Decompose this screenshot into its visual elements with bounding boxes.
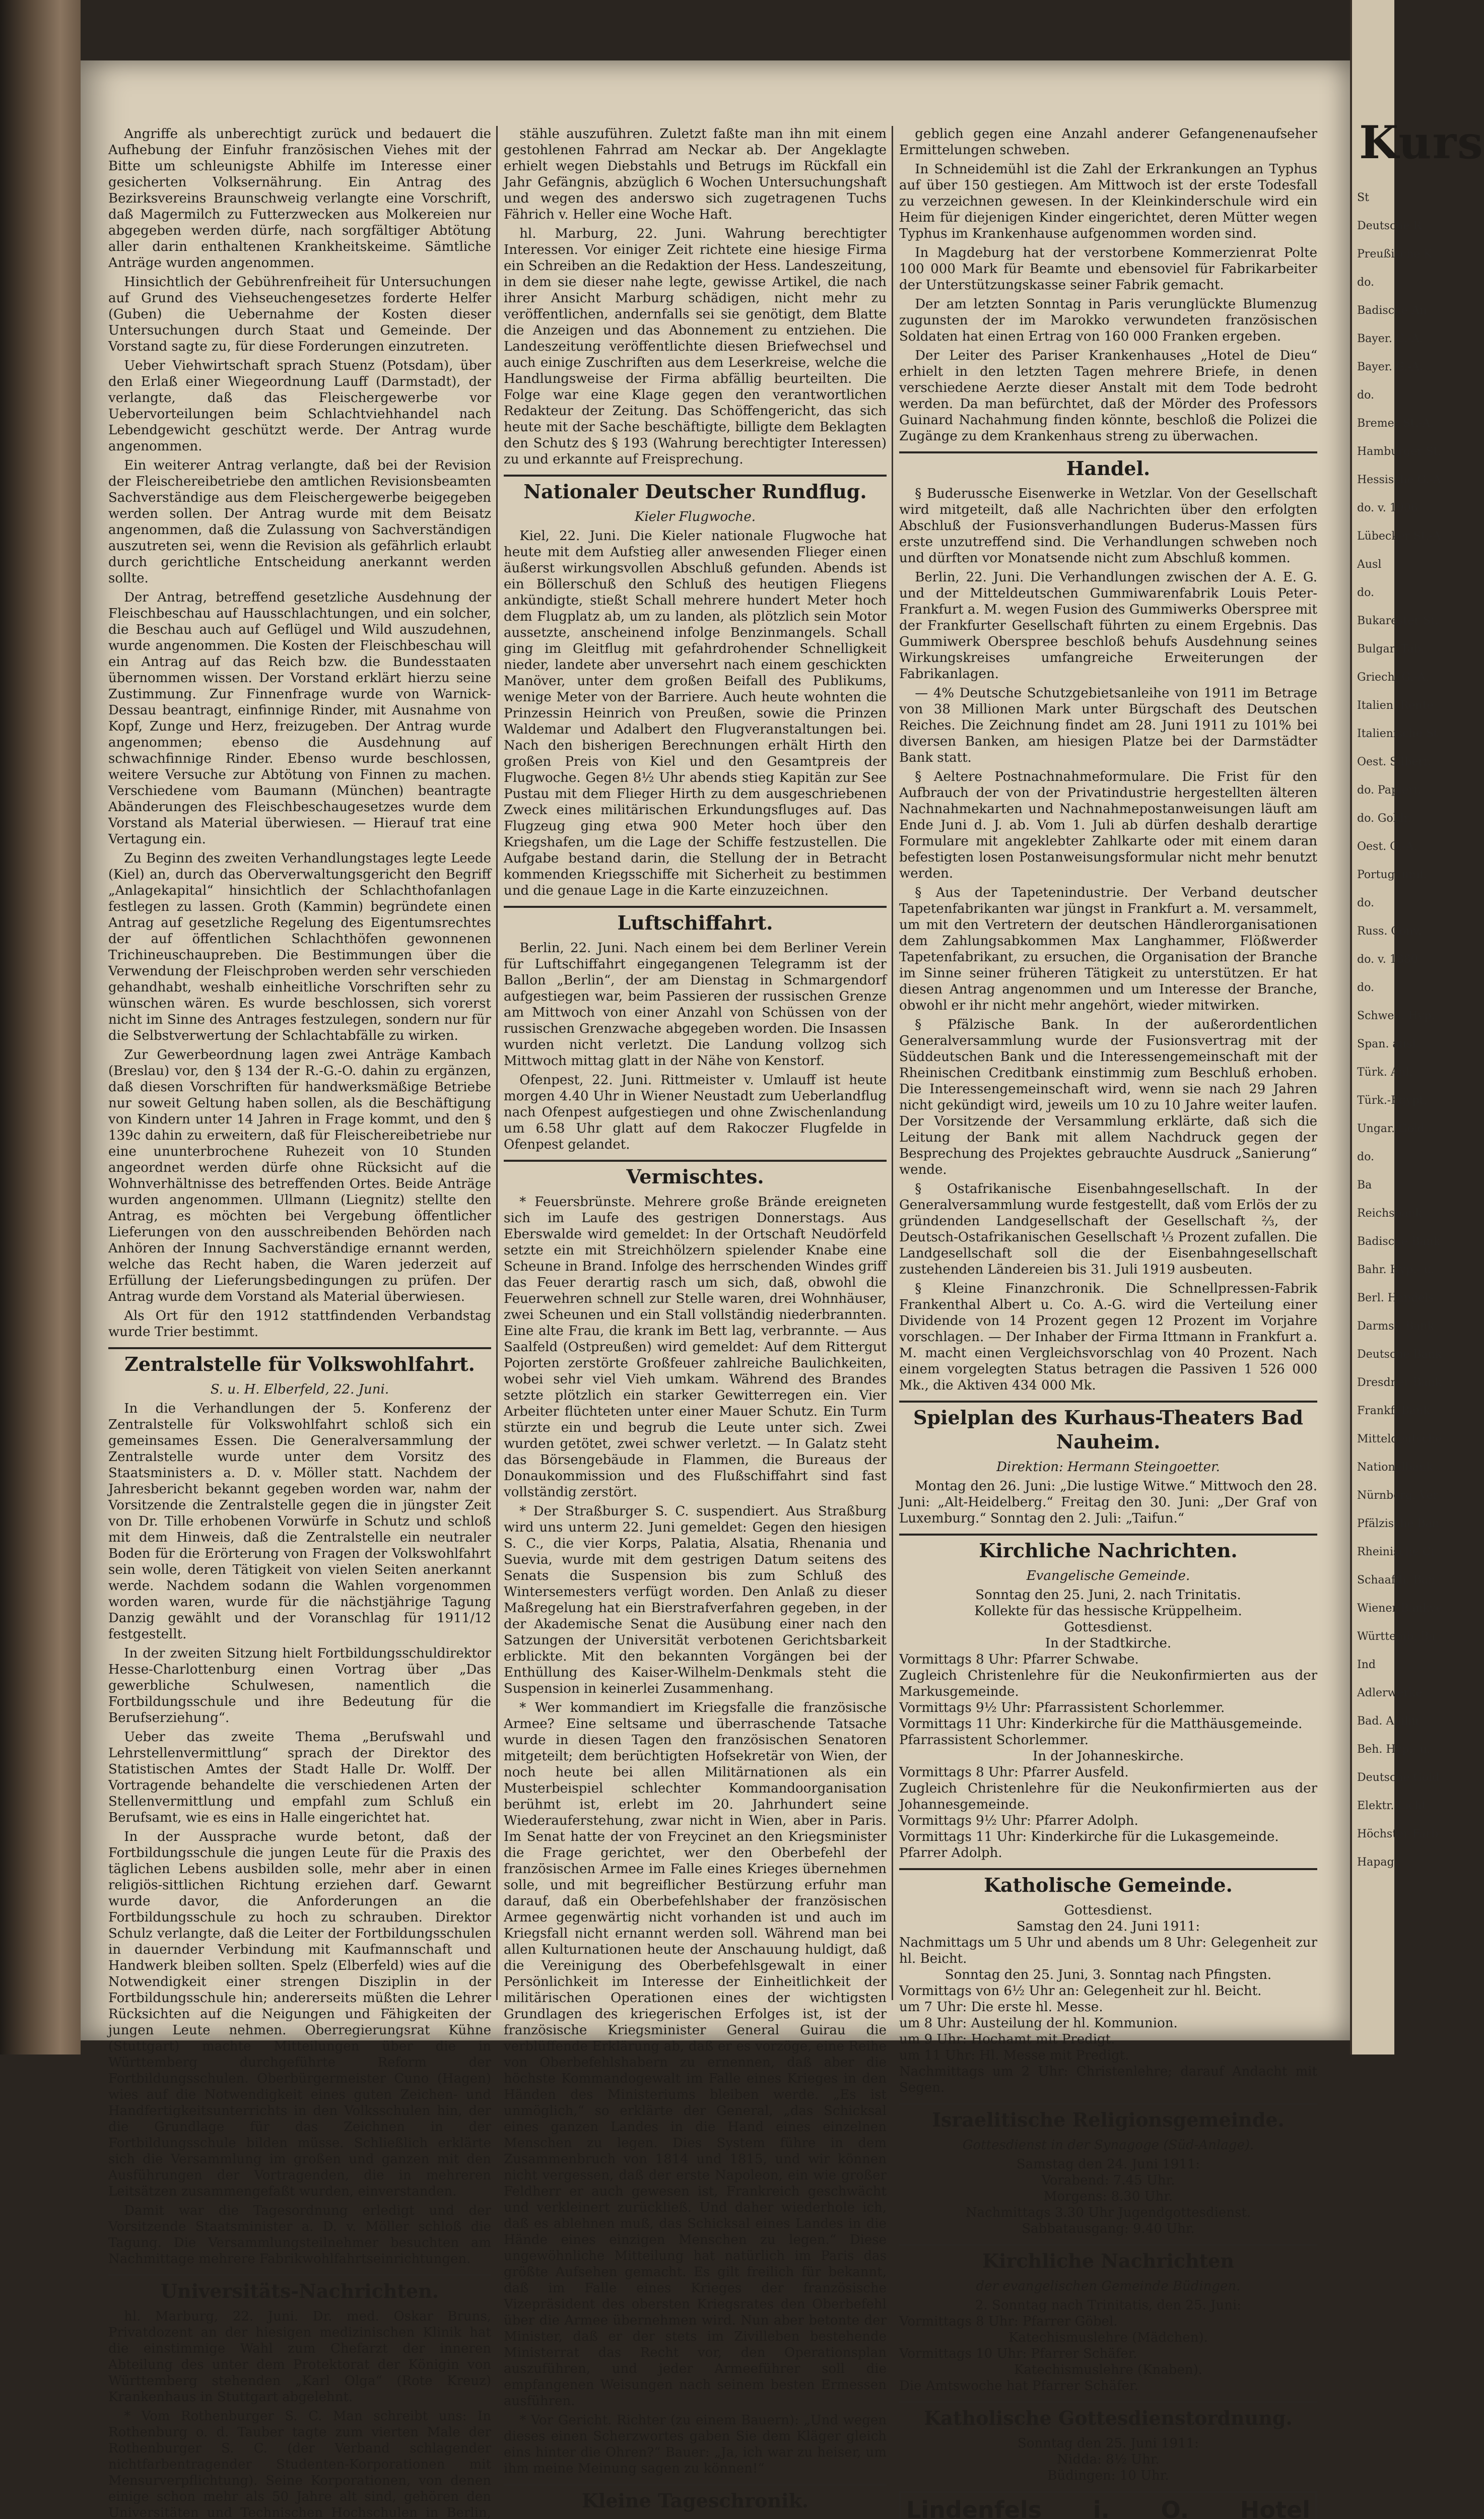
article-paragraph: Der am letzten Sonntag in Paris verunglückte Blumenzug zugunsten der im Marokko verwundeten französischen Soldaten hat einen Ertrag von 160 000 Franken ergeben. [899,297,1317,344]
article-paragraph: geblich gegen eine Anzahl anderer Gefangenenaufseher Ermittelungen schweben. [899,126,1317,158]
article-paragraph: In die Verhandlungen der 5. Konferenz der Zentralstelle für Volkswohlfahrt schloß sich ein gemeinsames Essen. Die Generalversammlung der Zentralstelle wurde unter dem Vorsitz des Staatsministers a. D. v. Möller statt. Nachdem der Jahresbericht bekannt gegeben worden war, nahm der Vorsitzende die Zentralstelle gegen die in jüngster Zeit von Dr. Tille erhobenen Vorwürfe in Schutz und schloß mit dem Hinweis, daß die Zentralstelle ein neutraler Boden für die Erörterung von Fragen der Volkswohlfahrt sein wolle, deren Tätigkeit von vielen Seiten anerkannt werde. Nachdem sodann die Wahlen vorgenommen worden waren, wurde für die nächstjährige Tagung Danzig gewählt und der Voranschlag für 1911/12 festgestellt. [108,1401,491,1642]
article-paragraph: Ueber Viehwirtschaft sprach Stuenz (Potsdam), über den Erlaß einer Wiegeordnung Lauff (Darmstadt), der verlangte, daß das Fleischergewerbe vor Uebervorteilungen beim Schlachtviehhandel nach Lebendgewicht geschützt werde. Der Antrag wurde angenommen. [108,358,491,454]
listing-line: Nachmittags 3.30 Uhr Jugendgottesdienst. [965,2205,1251,2220]
article-paragraph: § Aeltere Postnachnahmeformulare. Die Frist für den Aufbrauch der von der Privatindustrie hergestellten älteren Nachnahmekarten und Nachnahmepostanweisungen läuft am Ende Juni d. J. ab. Vom 1. Juli ab dürfen deshalb derartige Formulare mit angeklebter Zahlkarte oder mit einem daran befestigten losen Postanweisungsformular nicht mehr benutzt werden. [899,769,1317,881]
article-paragraph: * Vor Gericht. Richter (zu einem Bauern): „Und wegen dieses einen Scherzwortes gaben Sie dem Kläger gleich eins hinter die Ohren?“ Bauer: „Ja, ich war zu heiser, um ihm meine Meinung sagen zu können!“ [504,2413,887,2476]
adjacent-page-edge [1350,0,1484,2054]
adjacent-page-row: do. [1357,586,1374,599]
theater-direction: Direktion: Hermann Steingoetter. [996,1460,1220,1475]
adjacent-page-row: Adlerwerke [1357,1687,1423,1699]
hotel-advertisement [899,2491,1317,2519]
article-paragraph: Der Leiter des Pariser Krankenhauses „Hotel de Dieu“ erhielt in den letzten Tagen mehrere Briefe, in denen verschiedene Aerzte dieser Anstalt mit dem Tode bedroht werden. Da man befürchtet, daß der Mörder des Professors Guinard Nachahmung finden könnte, beschloß die Polizei die Zugänge zu dem Krankenhaus streng zu überwachen. [899,348,1317,444]
adjacent-page-row: Rheinische Cr [1357,1546,1437,1558]
adjacent-page-row: Griech. G.-A. [1357,671,1429,684]
adjacent-page-row: Deutsche Gold [1357,1771,1440,1784]
article-paragraph: § Kleine Finanzchronik. Die Schnellpressen-Fabrik Frankenthal Albert u. Co. A.-G. wird die Verteilung einer Dividende von 14 Prozent gegen 12 Prozent im Vorjahre vorschlagen. — Der Inhaber der Firma Ittmann in Frankfurt a. M. macht einen Vergleichsvorschlag von 40 Prozent. Nach einem vorgelegten Status betragen die Passiven 1 526 000 Mk., die Aktiven 434 000 Mk. [899,1281,1317,1393]
column-3 [899,126,1317,2519]
section-subheading: Gottesdienst in der Synagoge (Süd-Anlage). [962,2138,1254,2153]
listing-line: Kollekte für das hessische Krüppelheim. [974,1604,1242,1619]
listing-line: um 9 Uhr: Hochamt mit Predigt. [899,2032,1115,2047]
section-heading: Katholische Gemeinde. [899,1868,1317,1897]
adjacent-page-row: Ba [1357,1179,1372,1191]
article-paragraph: § Ostafrikanische Eisenbahngesellschaft. In der Generalversammlung wurde festgestellt, daß vom Erlös der zu gründenden Landgesellschaft der Gesellschaft ⅔, der Deutsch-Ostafrikanischen Gesellschaft ⅓ Prozent zufallen. Die Landgesellschaft soll die der Eisenbahngesellschaft zustehenden Ländereien bis 31. Juli 1919 ausbeuten. [899,1181,1317,1277]
listing-line: um 11 Uhr: Hl. Messe mit Predigt. [899,2048,1129,2063]
listing-line: Katechismuslehre (Mädchen). [1008,2330,1208,2345]
article-paragraph: Zu Beginn des zweiten Verhandlungstages legte Leede (Kiel) an, durch das Oberverwaltungsgericht den Begriff „Anlagekapital“ hinsichtlich der Schlachthofanlagen festlegen zu lassen. Groth (Kammin) begründete einen Antrag auf gesetzliche Regelung des Eigentumsrechtes der auf öffentlichen Schlachthöfen gewonnenen Trichineuschaupreben. Die Bestimmungen über die Verwendung der Fleischproben werden sehr verschieden gehandhabt, weshalb einheitliche Vorschriften sehr zu wünschen wären. Es wurde beschlossen, sich vorerst nicht im Sinne des Antrages festzulegen, sondern nur für die Selbstverwertung der Schlachtabfälle zu wirken. [108,851,491,1043]
article-paragraph: — 4% Deutsche Schutzgebietsanleihe von 1911 im Betrage von 38 Millionen Mark unter Bürgschaft des Deutschen Reiches. Die Zeichnung findet am 28. Juni 1911 zu 101% bei diversen Banken, am hiesigen Platze bei der Darmstädter Bank statt. [899,686,1317,765]
article-paragraph: * Vom Rothenburger S. C. Man schreibt uns: In Rothenburg o. d. Tauber tagte zum vierten Male der Rothenburger S. C. (der Verband schlagender nichtfarbentragender Studenten-Korporationen mit Mensurverpflichtung). Seine Korporationen, von denen einige schon mehr als 50 Jahre alt sind, gehören den Universitäten und Technischen Hochschulen in Berlin, [108,2409,491,2519]
section-heading: Zentralstelle für Volkswohlfahrt. [108,1347,491,1376]
adjacent-page-row: Darmst. Bank [1357,1320,1435,1333]
adjacent-page-row: Bad. Anilin [1357,1715,1419,1728]
section-heading: Kirchliche Nachrichten. [899,1534,1317,1563]
listing-line: Pfarrer Adolph. [899,1845,1002,1861]
ad-title: Lindenfels i. O. Hotel [906,2496,1310,2519]
article-paragraph: Ein weiterer Antrag verlangte, daß bei der Revision der Fleischereibetriebe den amtlichen Revisionsbeamten Sachverständige aus dem Fleischergewerbe beigegeben werden sollen. Der Antrag wurde mit dem Beisatz angenommen, daß die Zulassung von Sachverständigen auszutreten sei, wenn die Revision als gefährlich erlaubt durch gerichtliche Entscheidung anerkannt werden sollte. [108,458,491,586]
adjacent-page-row: Frankf. Bank [1357,1405,1430,1417]
listing-line: Sabbatausgang: 9.40 Uhr. [1022,2221,1195,2236]
adjacent-page-row: do. [1357,897,1374,909]
adjacent-page-row: do. [1357,981,1374,994]
article-paragraph: * Wer kommandiert im Kriegsfalle die französische Armee? Eine seltsame und überraschende Tatsache wurde in diesen Tagen den französischen Senatoren mitgeteilt; dem berüchtigten Hofsekretär von Wien, der noch heute bei allen Militärnationen als ein Musterbeispiel schlechter Kommandoorganisation berühmt ist, erlebt im 20. Jahrhundert seine Wiederauferstehung, zwar nicht in Wien, aber in Paris. Im Senat hatte der von Freycinet an den Kriegsminister die Frage gerichtet, wer den Oberbefehl der französischen Armee im Falle eines Krieges übernehmen solle, und mit begreiflicher Bestürzung erfuhr man darauf, daß ein Oberbefehlshaber der französischen Armee gegenwärtig nicht vorhanden ist und auch im Kriegsfall nicht ernannt werden soll. Während man bei allen Kulturnationen heute der Anschauung huldigt, daß die Vereinigung des Oberbefehlsgewalt in einer Persönlichkeit im Interesse der Einheitlichkeit der militärischen Operationen eines der wichtigsten Grundlagen des kriegerischen Erfolges ist, ist der französische Kriegsminister General Guirau die verblüffende Erklärung ab, daß er es vorzöge, eine Reihe von Oberbefehlshabern zu ernennen, daß aber die höchste Kommandogewalt im Falle eines Krieges in den Händen des Ministeriums bleiben werde. „Es ist unmöglich,“ so erklärte der General, „das Schicksal eines ganzen Landes in die Hand eines einzelnen Menschen zu legen. Dies System führe in dem Zusammenbruch von 1814 und 1815, und wir können nicht vergessen, daß der erste Napoleon, ein wie großer Feldherr er auch gewesen ist, Frankreich geschwächt und verkleinert zurückließ. Und daher wiederhole ich, daß es ablehnen muß, das Schicksal eines Landes in die Hände eines einzigen Menschen zu legen.“ Diese ungewöhnliche Mitteilung hat natürlich im Paris das größte Aufsehen gemacht. Es gilt freilich für bekannt, daß im Falle eines Krieges der französische Vizepräsident des obersten Kriegsrates den Oberbefehl über die Armee übernehmen wird. Nun aber betonte der Minister, daß er der stets im Zivilleben bestehende Ministerrat das Recht vor, den Operationsplan auszuführen, und jeder Armeeführer soll die empfangenen Weisungen nach seinem besten Ermessen ausführen. [504,1700,887,2409]
adjacent-page-row: Russ. Conv. [1357,925,1422,938]
listing-line: In der Stadtkirche. [1045,1636,1172,1651]
adjacent-page-row: Italien. Rente [1357,699,1434,712]
adjacent-page-row: Bahr. Hyp.- u. [1357,1264,1435,1276]
article-paragraph: § Buderussche Eisenwerke in Wetzlar. Von der Gesellschaft wird mitgeteilt, daß alle Nachrichten über den erfolgten Abschluß der Fusionsverhandlungen Buderus-Massen fürs erste unzutreffend sind. Die Verhandlungen schweben noch und dürften vor Monatsende nicht zum Abschluß kommen. [899,486,1317,566]
adjacent-page-row: Lübecker St.-A [1357,530,1441,543]
listing-line: Vormittags 9½ Uhr: Pfarrer Adolph. [899,1813,1138,1828]
article-paragraph: Angriffe als unberechtigt zurück und bedauert die Aufhebung der Einfuhr französischen Viehes mit der Bitte um schleunigste Abhilfe im Interesse einer gesicherten Volksernährung. Ein Antrag des Bezirksvereins Braunschweig verlangte eine Vorschrift, daß Magermilch zu Futterzwecken aus Molkereien nur abgegeben werden dürfe, nach sorgfältiger Abtötung aller darin enthaltenen Krankheitskeime. Sämtliche Anträge wurden angenommen. [108,126,491,271]
adjacent-page-row: Oest. G.-A. [1357,840,1418,853]
adjacent-page-row: do. Papierr. [1357,784,1422,797]
adjacent-page-row: Dresdner Bank [1357,1376,1442,1389]
column-rule-2 [892,126,893,2000]
column-rule-1 [496,126,498,2000]
article-paragraph: hl. Marburg, 22. Juni. Wahrung berechtigter Interessen. Vor einiger Zeit richtete eine hiesige Firma ein Schreiben an die Redaktion der Hess. Landeszeitung, in dem sie dieser nahe legte, gewisse Artikel, die nach ihrer Ansicht Marburg schädigen, nicht mehr zu veröffentlichen, andernfalls sei sie genötigt, dem Blatte die Anzeigen und das Abonnement zu entziehen. Die Landeszeitung veröffentlichte diesen Briefwechsel und auch einige Zuschriften aus dem Leserkreise, welche die Handlungsweise der Firma abfällig beurteilten. Die Folge war eine Klage gegen den verantwortlichen Redakteur der Zeitung. Das Schöffengericht, das sich heute mit der Sache beschäftigte, billigte dem Beklagten den Schutz des § 193 (Wahrung berechtigter Interessen) zu und erkannte auf Freisprechung. [504,226,887,467]
listing-line: Samstag den 24. Juni 1911: [1016,2157,1200,2172]
adjacent-page-row: Deutsche R [1357,220,1422,232]
article-paragraph: Kiel, 22. Juni. Die Kieler nationale Flugwoche hat heute mit dem Aufstieg aller anwesenden Flieger einen äußerst wirkungsvollen Abschluß gefunden. Abends ist ein Böllerschuß den Schluß des heutigen Fliegens ankündigte, stießt Schall mehrere hundert Meter hoch dem Flugplatz ab, um zu landen, als plötzlich sein Motor aussetzte, anscheinend infolge Benzinmangels. Schall ging im Gleitflug mit gefahrdrohender Schnelligkeit nieder, landete aber unversehrt nach einem geschickten Manöver, unter dem großen Beifall des Publikums, wenige Meter von der Barriere. Auch heute wohnten die Prinzessin Heinrich von Preußen, sowie die Prinzen Waldemar und Adalbert den Flugveranstaltungen bei. Nach den bisherigen Berechnungen erhält Hirth den großen Preis von Kiel und den Gesamtpreis der Flugwoche. Gegen 8½ Uhr abends stieg Kapitän zur See Pustau mit dem Flieger Hirth zu dem ausgeschriebenen Zweck eines militärischen Erkundungsfluges auf. Das Flugzeug ging etwa 900 Meter hoch über den Kriegshafen, um die Lage der Schiffe festzustellen. Die Aufgabe bestand darin, die Stellung der in Betracht kommenden Kriegsschiffe mit Sicherheit zu bestimmen und die genaue Lage in die Karte einzuzeichnen. [504,528,887,898]
article-paragraph: hl. Marburg, 22. Juni. Dr. med. Oskar Bruns, Privatdozent an der hiesigen medizinischen Klinik hat die einstimmige Wahl zum Chefarzt der inneren Abteilung des unter dem Protektorat der Königin von Württemberg stehenden „Karl Olga“ (Rote Kreuz) Krankenhaus in Stuttgart abgelehnt. [108,2309,491,2405]
listing-line: Zugleich Christenlehre für die Neukonfirmierten aus der Johannesgemeinde. [899,1781,1317,1812]
section-subheading: Evangelische Gemeinde. [1026,1568,1190,1583]
adjacent-page-title: Kurs [1359,116,1484,169]
adjacent-page-row: Ungar. Gold [1357,1122,1425,1135]
listing-line: In der Johanneskirche. [1032,1749,1184,1764]
listing-line: Vormittags von 6½ Uhr an: Gelegenheit zur hl. Beicht. [899,1983,1262,1999]
section-heading: Israelitische Religionsgemeinde. [899,2103,1317,2132]
section-heading: Spielplan des Kurhaus-Theaters Bad Nauheim. [899,1401,1317,1454]
article-paragraph: Hinsichtlich der Gebührenfreiheit für Untersuchungen auf Grund des Viehseuchengesetzes forderte Helfer (Guben) die Uebernahme der Kosten dieser Untersuchungen durch Staat und Gemeinde. Der Vorstand sagte zu, für diese Forderungen einzutreten. [108,275,491,354]
section-heading: Vermischtes. [504,1160,887,1189]
article-paragraph: stähle auszuführen. Zuletzt faßte man ihn mit einem gestohlenen Fahrrad am Neckar ab. Der Angeklagte erhielt wegen Diebstahls und Betrugs im Rückfall ein Jahr Gefängnis, abzüglich 6 Wochen Untersuchungshaft und wegen des anderswo sich zugetragenen Tuchs Fährich v. Heller eine Woche Haft. [504,126,887,222]
listing-line: um 8 Uhr: Austeilung der hl. Kommunion. [899,2016,1178,2031]
listing-line: Sonntag den 25. Juni, 3. Sonntag nach Pfingsten. [945,1967,1272,1982]
adjacent-page-row: Preußische K [1357,248,1432,260]
section-subheading: der evangelischen Gemeinde Büdingen. [976,2279,1241,2294]
listing-line: Pfarrassistent Schorlemmer. [899,1733,1089,1748]
section-subheading: Kieler Flugwoche. [634,509,756,524]
section-heading: Universitäts-Nachrichten. [108,2274,491,2303]
adjacent-page-row: Italienische St [1357,727,1438,740]
adjacent-page-row: Oest. Silberr. [1357,756,1432,768]
article-paragraph: § Pfälzische Bank. In der außerordentlichen Generalversammlung wurde der Fusionsvertrag mit der Süddeutschen Bank und die Interessengemeinschaft mit der Rheinischen Creditbank einstimmig zum Beschluß erhoben. Die Interessengemeinschaft wird, wenn sie nach 29 Jahren nicht gekündigt wird, jeweils um 10 zu 10 Jahre weiter laufen. Der Vorsitzende der Versammlung erklärte, daß sich die Leitung der Bank mit allem Nachdruck gegen der Besprechung des Projektes gebrauchte Ausdruck „Sanierung“ wende. [899,1017,1317,1177]
adjacent-page-row: Deutsche Bank [1357,1348,1442,1361]
section-dateline: S. u. H. Elberfeld, 22. Juni. [210,1382,389,1397]
adjacent-page-row: Hamburger St. [1357,445,1442,458]
adjacent-page-row: Pfälzische Ban [1357,1517,1439,1530]
article-paragraph: Berlin, 22. Juni. Die Verhandlungen zwischen der A. E. G. und der Mitteldeutschen Gummiwarenfabrik Louis Peter-Frankfurt a. M. wegen Fusion des Gummiwerks Oberspree mit der Frankfurter Gesellschaft führten zu einem Ergebnis. Das Gummiwerk Oberspree beschloß behufs Ausdehnung seines Wirkungskreises umfangreiche Erweiterungen der Fabrikanlagen. [899,570,1317,682]
article-paragraph: Der Antrag, betreffend gesetzliche Ausdehnung der Fleischbeschau auf Hausschlachtungen, und ein solcher, die Beschau auch auf Geflügel und Wild auszudehnen, wurde angenommen. Die Kosten der Fleischbeschau will ein Antrag auf das Reich bzw. die Bundesstaaten übernommen wissen. Der Vorstand erklärt hierzu seine Zustimmung. Zur Finnenfrage wurde von Warnick-Dessau beantragt, einfinnige Rinder, mit Ausnahme von Kopf, Zunge und Herz, freizugeben. Der Antrag wurde angenommen; ebenso die Ausdehnung auf schwachfinnige Rinder. Ebenso wurde beschlossen, weitere Versuche zur Abtötung von Finnen zu machen. Verschiedene vom Baumann (München) beantragte Abänderungen des Fleischbeschaugesetzes wurde dem Vorstand als Material überwiesen. — Hierauf trat eine Vertagung ein. [108,590,491,847]
adjacent-page-row: Bulgar. Tab. [1357,643,1425,655]
article-paragraph: Berlin, 22. Juni. Nach einem bei dem Berliner Verein für Luftschiffahrt eingegangenen Telegramm ist der Ballon „Berlin“, der am Dienstag in Schmargendorf aufgestiegen war, beim Passieren der russischen Grenze am Mittwoch von einer Anzahl von Schüssen von der russischen Grenzwache abgegeben worden. Die Insassen wurden nicht verletzt. Die Landung vollzog sich Mittwoch mittag glatt in der Nähe von Kenstorf. [504,941,887,1069]
section-heading: Katholische Gottesdienstordnung. [899,2401,1317,2430]
adjacent-page-row: do. [1357,389,1374,402]
adjacent-page-row: do. v. 1906 [1357,502,1418,514]
article-paragraph: * Feuersbrünste. Mehrere große Brände ereigneten sich im Laufe des gestrigen Donnerstags. Aus Eberswalde wird gemeldet: In der Ortschaft Neudörfeld setzte ein mit Streichhölzern spielender Knabe eine Scheune in Brand. Infolge des herrschenden Windes griff das Feuer derartig rasch um sich, daß, obwohl die Feuerwehren schnell zur Stelle waren, drei Wohnhäuser, zwei Scheunen und ein Stall vollständig niederbrannten. Eine alte Frau, die krank im Bett lag, verbrannte. — Aus Saalfeld (Ostpreußen) wird gemeldet: Auf dem Rittergut Pojorten zerstörte Großfeuer zahlreiche Baulichkeiten, wobei sehr viel Vieh umkam. Während des Brandes setzte plötzlich ein starker Gewitterregen ein. Vier Arbeiter flüchteten unter einer Mauer Schutz. Ein Turm stürzte ein und begrub die Leute unter sich. Zwei wurden getötet, zwei schwer verletzt. — In Galatz steht das Börsengebäude in Flammen, die Bureaus der Donaukommission und des Flußschiffahrt sind fast vollständig zerstört. [504,1195,887,1500]
adjacent-page-row: Mitteldeutsche [1357,1433,1442,1445]
adjacent-page-row: St [1357,191,1369,204]
column-1 [108,126,491,2519]
adjacent-page-row: Portug. unif. [1357,869,1427,881]
adjacent-page-row: Bukarester St. [1357,615,1439,627]
book-spine [0,0,81,2054]
adjacent-page-row: Badische Bank [1357,1235,1440,1248]
adjacent-page-row: Hessische G.-A [1357,474,1441,486]
article-paragraph: In Schneidemühl ist die Zahl der Erkrankungen an Typhus auf über 150 gestiegen. Am Mittwoch ist der erste Todesfall zu verzeichnen gewesen. In der Kleinkinderschule wird ein Heim für diejenigen Kinder eingerichtet, deren Mütter wegen Typhus im Krankenhause aufgenommen worden sind. [899,162,1317,241]
listing-line: Vormittags 8 Uhr: Pfarrer Ausfeld. [899,1765,1129,1780]
article-paragraph: In der Aussprache wurde betont, daß der Fortbildungsschule die jungen Leute für die Praxis des täglichen Lebens ausbilden solle, mehr aber in einen religiös-sittlichen Richtung erziehen darf. Gewarnt wurde davor, die Anforderungen an die Fortbildungsschule zu hoch zu schrauben. Direktor Schulz verlangte, daß die Leiter der Fortbildungsschulen in dauernder Verbindung mit Kaufmannschaft und Handwerk bleiben sollten. Spelz (Elberfeld) wies auf die Notwendigkeit einer strengen Disziplin in der Fortbildungsschule hin; andererseits müßten die Lehrer Rücksichten auf die Neigungen und Fähigkeiten der jungen Leute nehmen. Oberregierungsrat Kühne (Stuttgart) machte Mitteilungen über die in Württemberg durchgeführte Reform der Fortbildungsschulen. Oberbürgermeister Cuno (Hagen) wies auf die Notwendigkeit eines guten Zeichen- und Handfertigkeitsunterrichts in den Volksschulen hin, der die Grundlage für das Zeichnen in der Fortbildungsschule bilden müsse. Schließlich erklärte sich die Versammlung im großen und ganzen mit den Ausführungen der Vortragenden, die in mehreren Leitsätzen zusammengefaßt wurden, einverstanden. [108,1829,491,2199]
adjacent-page-row: Reichsbank [1357,1207,1423,1220]
listing-line: Gottesdienst. [1064,1620,1153,1635]
listing-line: Sonntag den 25. Juni, 2. nach Trinitatis. [975,1587,1241,1603]
adjacent-page-row: Hapag [1357,1856,1394,1869]
listing-line: Katechismuslehre (Knaben). [1014,2362,1202,2377]
adjacent-page-row: do. Goldr. [1357,812,1411,825]
listing-line: Vormittags 11 Uhr: Kinderkirche für die Matthäusgemeinde. [899,1716,1303,1732]
adjacent-page-row: Schaaffh. Ban [1357,1574,1436,1586]
listing-line: Nachmittags um 5 Uhr und abends um 8 Uhr: Gelegenheit zur hl. Beicht. [899,1935,1317,1966]
section-heading: Luftschiffahrt. [504,906,887,935]
adjacent-page-row: Württemb. Ba [1357,1630,1436,1643]
adjacent-page-row: do. v. 1880 [1357,953,1418,966]
adjacent-page-row: Bayer. G.-A. [1357,333,1423,345]
listing-line: Nachmittags um 2 Uhr: Christenlehre; darauf Andacht mit Segen. [899,2064,1317,2095]
article-paragraph: Ofenpest, 22. Juni. Rittmeister v. Umlauff ist heute morgen 4.40 Uhr in Wiener Neustadt zum Ueberlandflug nach Ofenpest aufgestiegen und ohne Zwischenlandung um 6.58 Uhr glatt auf dem Rakoczer Flugfelde in Ofenpest gelandet. [504,1073,887,1152]
adjacent-page-row: Schwed. Hyp. [1357,1010,1435,1022]
adjacent-page-row: Span. ausl. [1357,1038,1420,1050]
listing-line: Vormittags 8 Uhr: Pfarrer Schwabe. [899,1652,1139,1667]
article-paragraph: Montag den 26. Juni: „Die lustige Witwe.“ Mittwoch den 28. Juni: „Alt-Heidelberg.“ Freitag den 30. Juni: „Der Graf von Luxemburg.“ Sonntag den 2. Juli: „Taifun.“ [899,1479,1317,1526]
adjacent-page-row: Türk. Anl. [1357,1066,1413,1079]
listing-line: um 7 Uhr: Die erste hl. Messe. [899,2000,1103,2015]
listing-line: Die Amtswoche hat Pfarrer Schäfer. [899,2378,1138,2394]
listing-line: Vormittags 9½ Uhr: Pfarrassistent Schorlemmer. [899,1700,1225,1715]
listing-line: Vorabend: 7.45 Uhr. [1041,2173,1175,2188]
adjacent-page-row: Ind [1357,1659,1376,1671]
section-heading: Kirchliche Nachrichten [899,2244,1317,2273]
adjacent-page-row: Ausl [1357,558,1382,571]
adjacent-page-row: Türk.-Egypt. [1357,1094,1428,1107]
listing-line: Gottesdienst. [1064,1903,1153,1918]
article-paragraph: Zur Gewerbeordnung lagen zwei Anträge Kambach (Breslau) vor, den § 134 der R.-G.-O. dahin zu ergänzen, daß diesen Vorschriften für handwerksmäßige Betriebe nur soweit Geltung haben sollen, als die Beschäftigung von Kindern unter 14 Jahren in Frage kommt, und den § 139c dahin zu erweitern, daß für Fleischereibetriebe nur eine ununterbrochene Ruhezeit von 10 Stunden angeordnet werden dürfe ohne Rücksicht auf die Wohnverhältnisse des betreffenden Ortes. Beide Anträge wurden angenommen. Ullmann (Liegnitz) stellte den Antrag, es möchten bei Vergebung öffentlicher Lieferungen von den ausschreibenden Behörden nach Anhören der Innung Sachverständige ernannt werden, welche das Recht haben, die Waren jederzeit auf Erfüllung der Lieferungsbedingungen zu prüfen. Der Antrag wurde dem Vorstand als Material überwiesen. [108,1047,491,1304]
article-paragraph: In Magdeburg hat der verstorbene Kommerzienrat Polte 100 000 Mark für Beamte und ebensoviel für Fabrikarbeiter der Unterstützungskasse seiner Fabrik gemacht. [899,245,1317,293]
section-heading: Kleine Tageschronik. [504,2484,887,2513]
adjacent-page-row: Elektr. Licht [1357,1800,1427,1812]
adjacent-page-row: Bremer St.-A. [1357,417,1434,430]
adjacent-page-row: Bayer. G.-A. [1357,361,1423,373]
listing-line: Vormittags 10 Uhr: Pfarrer Schäfer. [899,2346,1137,2361]
adjacent-page-row: Höchster Farb [1357,1828,1439,1840]
listing-line: Samstag den 24. Juni 1911: [1016,1919,1200,1934]
listing-line: Morgens: 8.30 Uhr. [1043,2189,1173,2204]
section-heading: Nationaler Deutscher Rundflug. [504,475,887,504]
article-paragraph: Ueber das zweite Thema „Berufswahl und Lehrstellenvermittlung“ sprach der Direktor des Statistischen Amtes der Stadt Halle Dr. Wolff. Der Vortragende behandelte die verschiedenen Arten der Stellenvermittlung und empfahl zum Schluß ein Berufsamt, wie es eins in Halle eingerichtet hat. [108,1730,491,1825]
listing-line: Vormittags 11 Uhr: Kinderkirche für die Lukasgemeinde. [899,1829,1279,1844]
listing-line: Zugleich Christenlehre für die Neukonfirmierten aus der Markusgemeinde. [899,1668,1317,1699]
adjacent-page-row: Berl. Handels [1357,1292,1434,1304]
listing-line: Sonntag den 25. Juni 1911: [1018,2436,1199,2451]
article-paragraph: * Der Straßburger S. C. suspendiert. Aus Straßburg wird uns unterm 22. Juni gemeldet: Gegen den hiesigen S. C., die vier Korps, Palatia, Alsatia, Rhenania und Suevia, wurde mit dem gestrigen Datum seitens des Senats die Suspension bis zum Schluß des Wintersemesters verfügt worden. Den Anlaß zu dieser Maßregelung hat ein Bierstrafverfahren gegeben, in der der Akademische Senat die Ausübung einer nach den Satzungen der Universität verbotenen Gerichtsbarkeit erblickte. Mit den bekannten Vorgängen bei der Enthüllung des Kaiser-Wilhelm-Denkmals steht die Suspension in keinerlei Zusammenhang. [504,1504,887,1696]
adjacent-page-row: Nürnberg. Ver [1357,1489,1439,1502]
adjacent-page-row: Nationalbank [1357,1461,1433,1474]
adjacent-page-row: Badische An [1357,304,1427,317]
article-paragraph: In der zweiten Sitzung hielt Fortbildungsschuldirektor Hesse-Charlottenburg einen Vortrag über „Das gewerbliche Schulwesen, namentlich die Fortbildungsschule und ihre Bedeutung für die Berufserziehung“. [108,1646,491,1726]
listing-line: Nidda: 8½ Uhr. [1057,2452,1160,2467]
listing-line: Büdingen: 10 Uhr. [1047,2468,1169,2483]
article-paragraph: Als Ort für den 1912 stattfindenden Verbandstag wurde Trier bestimmt. [108,1308,491,1340]
adjacent-page-row: do. [1357,276,1374,289]
adjacent-page-row: do. [1357,1151,1374,1163]
listing-line: 2. Sonntag nach Trinitatis, den 25. Juni: [975,2298,1242,2313]
adjacent-page-row: Beh. Hyp.- u. [1357,1743,1431,1756]
listing-line: Vormittags 8 Uhr: Pfarrer Göbel. [899,2314,1118,2329]
article-paragraph: § Aus der Tapetenindustrie. Der Verband deutscher Tapetenfabrikanten war jüngst in Frankfurt a. M. versammelt, um mit den Vertretern der deutschen Händlerorganisationen dem Zahlungsabkommen Max Langhammer, Flößwerder Tapetenfabrikant, zu ersuchen, die Organisation der Branche im Sinne seiner früheren Tätigkeit zu unterstützen. Er hat diesen Antrag angenommen und um Interesse der Branche, obwohl er ihr nicht mehr angehört, wieder mitwirken. [899,885,1317,1013]
section-heading: Handel. [899,451,1317,481]
article-paragraph: Damit war die Tagesordnung erledigt und der Vorsitzende Staatsminister a. D. v. Möller schloß die Tagung. Die Versammlungsteilnehmer besuchten am Nachmittage mehrere Fabrikwohlfahrtseinrichtungen. [108,2203,491,2267]
column-2 [504,126,887,2512]
adjacent-page-row: Wiener Bankve [1357,1602,1443,1615]
